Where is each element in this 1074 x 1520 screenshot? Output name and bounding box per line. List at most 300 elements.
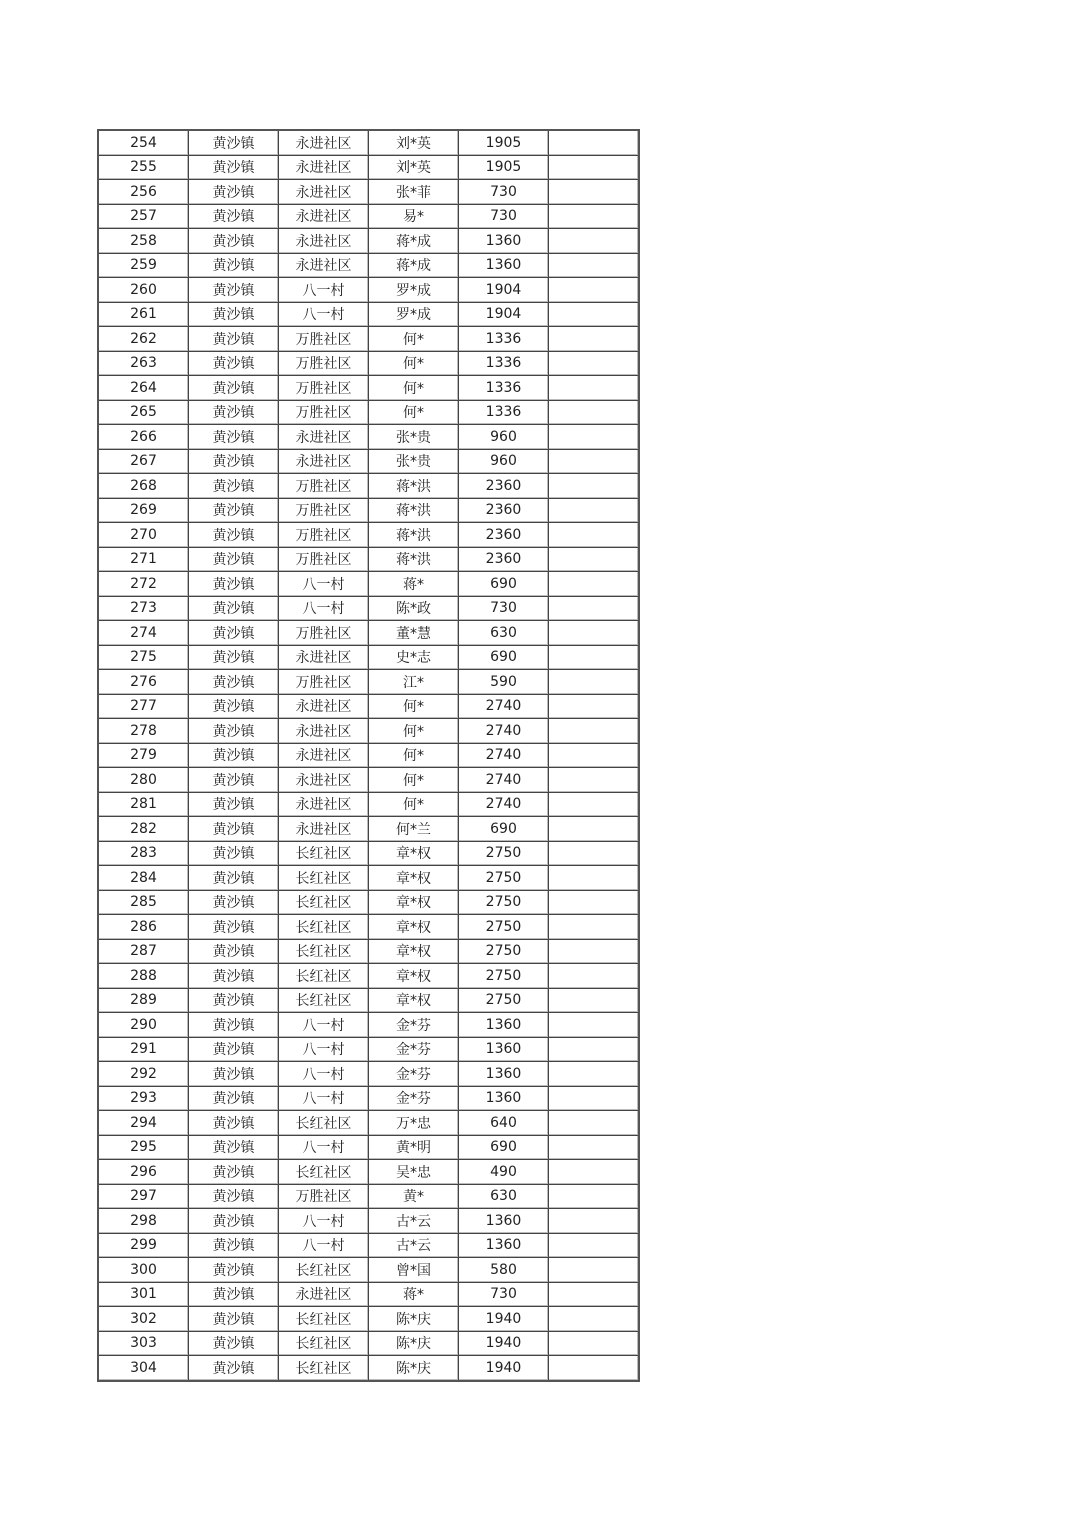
name-cell: 金*芬 (369, 1013, 459, 1038)
town-cell: 黄沙镇 (189, 792, 279, 817)
town-cell: 黄沙镇 (189, 1062, 279, 1087)
town-cell: 黄沙镇 (189, 1135, 279, 1160)
name-cell: 何*兰 (369, 817, 459, 842)
roster-table-container (97, 129, 640, 1382)
remark-cell (549, 1086, 640, 1111)
table-row (98, 817, 639, 842)
amount-cell: 1336 (459, 400, 549, 425)
table-row (98, 915, 639, 940)
town-cell: 黄沙镇 (189, 743, 279, 768)
remark-cell (549, 278, 640, 303)
amount-cell: 1360 (459, 229, 549, 254)
amount-cell: 690 (459, 817, 549, 842)
community-cell: 八一村 (279, 1086, 369, 1111)
remark-cell (549, 694, 640, 719)
table-row (98, 645, 639, 670)
name-cell: 万*忠 (369, 1111, 459, 1136)
roster-table (97, 129, 640, 1382)
remark-cell (549, 988, 640, 1013)
town-cell: 黄沙镇 (189, 572, 279, 597)
table-row (98, 890, 639, 915)
community-cell: 八一村 (279, 1233, 369, 1258)
remark-cell (549, 1209, 640, 1234)
town-cell: 黄沙镇 (189, 1086, 279, 1111)
community-cell: 八一村 (279, 1135, 369, 1160)
amount-cell: 2750 (459, 939, 549, 964)
town-cell: 黄沙镇 (189, 1356, 279, 1381)
remark-cell (549, 1111, 640, 1136)
community-cell: 长红社区 (279, 890, 369, 915)
table-row (98, 939, 639, 964)
row-number-cell: 255 (98, 155, 189, 180)
community-cell: 万胜社区 (279, 400, 369, 425)
row-number-cell: 292 (98, 1062, 189, 1087)
community-cell: 长红社区 (279, 939, 369, 964)
name-cell: 黄*明 (369, 1135, 459, 1160)
town-cell: 黄沙镇 (189, 1282, 279, 1307)
name-cell: 金*芬 (369, 1037, 459, 1062)
remark-cell (549, 523, 640, 548)
town-cell: 黄沙镇 (189, 523, 279, 548)
remark-cell (549, 180, 640, 205)
name-cell: 易* (369, 204, 459, 229)
row-number-cell: 273 (98, 596, 189, 621)
town-cell: 黄沙镇 (189, 768, 279, 793)
remark-cell (549, 768, 640, 793)
community-cell: 永进社区 (279, 817, 369, 842)
remark-cell (549, 939, 640, 964)
community-cell: 万胜社区 (279, 474, 369, 499)
name-cell: 黄* (369, 1184, 459, 1209)
table-row (98, 596, 639, 621)
amount-cell: 2750 (459, 964, 549, 989)
table-row (98, 1258, 639, 1283)
table-row (98, 964, 639, 989)
town-cell: 黄沙镇 (189, 866, 279, 891)
table-row (98, 1037, 639, 1062)
remark-cell (549, 1135, 640, 1160)
amount-cell: 1905 (459, 155, 549, 180)
name-cell: 章*权 (369, 890, 459, 915)
town-cell: 黄沙镇 (189, 547, 279, 572)
name-cell: 罗*成 (369, 302, 459, 327)
amount-cell: 1905 (459, 130, 549, 155)
community-cell: 八一村 (279, 302, 369, 327)
row-number-cell: 285 (98, 890, 189, 915)
table-row (98, 302, 639, 327)
town-cell: 黄沙镇 (189, 1037, 279, 1062)
community-cell: 万胜社区 (279, 1184, 369, 1209)
community-cell: 长红社区 (279, 841, 369, 866)
town-cell: 黄沙镇 (189, 1258, 279, 1283)
remark-cell (549, 1037, 640, 1062)
community-cell: 永进社区 (279, 130, 369, 155)
name-cell: 蒋*洪 (369, 547, 459, 572)
remark-cell (549, 572, 640, 597)
table-row (98, 768, 639, 793)
remark-cell (549, 1258, 640, 1283)
name-cell: 陈*庆 (369, 1331, 459, 1356)
table-row (98, 1062, 639, 1087)
name-cell: 章*权 (369, 964, 459, 989)
table-row (98, 621, 639, 646)
name-cell: 蒋*成 (369, 253, 459, 278)
community-cell: 八一村 (279, 1013, 369, 1038)
table-row (98, 694, 639, 719)
name-cell: 蒋* (369, 572, 459, 597)
remark-cell (549, 376, 640, 401)
amount-cell: 2360 (459, 474, 549, 499)
town-cell: 黄沙镇 (189, 376, 279, 401)
name-cell: 蒋*洪 (369, 498, 459, 523)
row-number-cell: 301 (98, 1282, 189, 1307)
amount-cell: 2740 (459, 792, 549, 817)
row-number-cell: 260 (98, 278, 189, 303)
town-cell: 黄沙镇 (189, 278, 279, 303)
town-cell: 黄沙镇 (189, 670, 279, 695)
community-cell: 万胜社区 (279, 351, 369, 376)
community-cell: 永进社区 (279, 204, 369, 229)
row-number-cell: 300 (98, 1258, 189, 1283)
row-number-cell: 280 (98, 768, 189, 793)
row-number-cell: 257 (98, 204, 189, 229)
table-row (98, 1135, 639, 1160)
town-cell: 黄沙镇 (189, 498, 279, 523)
table-row (98, 351, 639, 376)
community-cell: 永进社区 (279, 425, 369, 450)
community-cell: 永进社区 (279, 719, 369, 744)
table-row (98, 1160, 639, 1185)
amount-cell: 1360 (459, 1209, 549, 1234)
community-cell: 永进社区 (279, 743, 369, 768)
name-cell: 何* (369, 792, 459, 817)
name-cell: 何* (369, 719, 459, 744)
amount-cell: 730 (459, 180, 549, 205)
remark-cell (549, 792, 640, 817)
table-row (98, 130, 639, 155)
row-number-cell: 295 (98, 1135, 189, 1160)
remark-cell (549, 253, 640, 278)
table-row (98, 670, 639, 695)
row-number-cell: 283 (98, 841, 189, 866)
name-cell: 何* (369, 376, 459, 401)
roster-table-body (98, 130, 639, 1381)
amount-cell: 590 (459, 670, 549, 695)
remark-cell (549, 425, 640, 450)
row-number-cell: 288 (98, 964, 189, 989)
town-cell: 黄沙镇 (189, 841, 279, 866)
community-cell: 八一村 (279, 596, 369, 621)
name-cell: 吴*忠 (369, 1160, 459, 1185)
row-number-cell: 297 (98, 1184, 189, 1209)
amount-cell: 2360 (459, 498, 549, 523)
name-cell: 董*慧 (369, 621, 459, 646)
community-cell: 长红社区 (279, 1160, 369, 1185)
name-cell: 张*贵 (369, 449, 459, 474)
row-number-cell: 287 (98, 939, 189, 964)
amount-cell: 580 (459, 1258, 549, 1283)
community-cell: 长红社区 (279, 1307, 369, 1332)
town-cell: 黄沙镇 (189, 1160, 279, 1185)
town-cell: 黄沙镇 (189, 474, 279, 499)
town-cell: 黄沙镇 (189, 229, 279, 254)
town-cell: 黄沙镇 (189, 694, 279, 719)
community-cell: 万胜社区 (279, 523, 369, 548)
table-row (98, 1331, 639, 1356)
amount-cell: 730 (459, 1282, 549, 1307)
town-cell: 黄沙镇 (189, 719, 279, 744)
amount-cell: 2740 (459, 768, 549, 793)
name-cell: 古*云 (369, 1209, 459, 1234)
row-number-cell: 284 (98, 866, 189, 891)
row-number-cell: 302 (98, 1307, 189, 1332)
table-row (98, 1013, 639, 1038)
amount-cell: 1336 (459, 327, 549, 352)
town-cell: 黄沙镇 (189, 155, 279, 180)
table-row (98, 1356, 639, 1381)
name-cell: 章*权 (369, 866, 459, 891)
table-row (98, 1184, 639, 1209)
remark-cell (549, 1160, 640, 1185)
remark-cell (549, 743, 640, 768)
town-cell: 黄沙镇 (189, 1013, 279, 1038)
community-cell: 永进社区 (279, 768, 369, 793)
amount-cell: 2740 (459, 743, 549, 768)
row-number-cell: 262 (98, 327, 189, 352)
community-cell: 万胜社区 (279, 376, 369, 401)
table-row (98, 327, 639, 352)
row-number-cell: 274 (98, 621, 189, 646)
name-cell: 蒋*洪 (369, 523, 459, 548)
amount-cell: 1360 (459, 253, 549, 278)
name-cell: 何* (369, 400, 459, 425)
amount-cell: 960 (459, 449, 549, 474)
community-cell: 八一村 (279, 278, 369, 303)
remark-cell (549, 302, 640, 327)
community-cell: 八一村 (279, 1209, 369, 1234)
community-cell: 永进社区 (279, 229, 369, 254)
remark-cell (549, 1282, 640, 1307)
town-cell: 黄沙镇 (189, 180, 279, 205)
remark-cell (549, 621, 640, 646)
name-cell: 蒋* (369, 1282, 459, 1307)
row-number-cell: 276 (98, 670, 189, 695)
remark-cell (549, 547, 640, 572)
table-row (98, 572, 639, 597)
community-cell: 长红社区 (279, 915, 369, 940)
remark-cell (549, 841, 640, 866)
town-cell: 黄沙镇 (189, 253, 279, 278)
town-cell: 黄沙镇 (189, 915, 279, 940)
row-number-cell: 265 (98, 400, 189, 425)
table-row (98, 841, 639, 866)
remark-cell (549, 1013, 640, 1038)
name-cell: 蒋*成 (369, 229, 459, 254)
community-cell: 万胜社区 (279, 621, 369, 646)
row-number-cell: 271 (98, 547, 189, 572)
table-row (98, 474, 639, 499)
community-cell: 万胜社区 (279, 498, 369, 523)
amount-cell: 1904 (459, 278, 549, 303)
remark-cell (549, 474, 640, 499)
community-cell: 万胜社区 (279, 547, 369, 572)
name-cell: 何* (369, 351, 459, 376)
table-row (98, 792, 639, 817)
amount-cell: 640 (459, 1111, 549, 1136)
row-number-cell: 299 (98, 1233, 189, 1258)
table-row (98, 253, 639, 278)
row-number-cell: 268 (98, 474, 189, 499)
table-row (98, 743, 639, 768)
name-cell: 章*权 (369, 841, 459, 866)
town-cell: 黄沙镇 (189, 645, 279, 670)
community-cell: 永进社区 (279, 180, 369, 205)
town-cell: 黄沙镇 (189, 449, 279, 474)
amount-cell: 1336 (459, 351, 549, 376)
row-number-cell: 279 (98, 743, 189, 768)
remark-cell (549, 449, 640, 474)
name-cell: 曾*国 (369, 1258, 459, 1283)
community-cell: 长红社区 (279, 1331, 369, 1356)
town-cell: 黄沙镇 (189, 964, 279, 989)
table-row (98, 547, 639, 572)
town-cell: 黄沙镇 (189, 1209, 279, 1234)
name-cell: 刘*英 (369, 155, 459, 180)
amount-cell: 690 (459, 1135, 549, 1160)
table-row (98, 449, 639, 474)
amount-cell: 1940 (459, 1307, 549, 1332)
amount-cell: 630 (459, 621, 549, 646)
community-cell: 长红社区 (279, 1111, 369, 1136)
community-cell: 长红社区 (279, 988, 369, 1013)
row-number-cell: 282 (98, 817, 189, 842)
town-cell: 黄沙镇 (189, 302, 279, 327)
name-cell: 何* (369, 694, 459, 719)
name-cell: 蒋*洪 (369, 474, 459, 499)
town-cell: 黄沙镇 (189, 1307, 279, 1332)
amount-cell: 1360 (459, 1233, 549, 1258)
amount-cell: 1940 (459, 1331, 549, 1356)
remark-cell (549, 866, 640, 891)
amount-cell: 690 (459, 645, 549, 670)
town-cell: 黄沙镇 (189, 1184, 279, 1209)
name-cell: 张*贵 (369, 425, 459, 450)
table-row (98, 719, 639, 744)
row-number-cell: 289 (98, 988, 189, 1013)
amount-cell: 1336 (459, 376, 549, 401)
table-row (98, 204, 639, 229)
table-row (98, 155, 639, 180)
remark-cell (549, 229, 640, 254)
table-row (98, 180, 639, 205)
name-cell: 张*菲 (369, 180, 459, 205)
community-cell: 永进社区 (279, 645, 369, 670)
remark-cell (549, 1356, 640, 1381)
town-cell: 黄沙镇 (189, 327, 279, 352)
town-cell: 黄沙镇 (189, 351, 279, 376)
community-cell: 万胜社区 (279, 327, 369, 352)
table-row (98, 229, 639, 254)
remark-cell (549, 400, 640, 425)
table-row (98, 1086, 639, 1111)
amount-cell: 1940 (459, 1356, 549, 1381)
name-cell: 金*芬 (369, 1062, 459, 1087)
row-number-cell: 263 (98, 351, 189, 376)
table-row (98, 425, 639, 450)
name-cell: 陈*政 (369, 596, 459, 621)
community-cell: 八一村 (279, 1062, 369, 1087)
name-cell: 江* (369, 670, 459, 695)
name-cell: 章*权 (369, 939, 459, 964)
amount-cell: 2740 (459, 719, 549, 744)
community-cell: 长红社区 (279, 1258, 369, 1283)
amount-cell: 2750 (459, 866, 549, 891)
town-cell: 黄沙镇 (189, 400, 279, 425)
row-number-cell: 293 (98, 1086, 189, 1111)
name-cell: 陈*庆 (369, 1356, 459, 1381)
table-row (98, 1111, 639, 1136)
community-cell: 永进社区 (279, 792, 369, 817)
amount-cell: 2360 (459, 523, 549, 548)
amount-cell: 1360 (459, 1037, 549, 1062)
amount-cell: 2750 (459, 841, 549, 866)
community-cell: 永进社区 (279, 449, 369, 474)
amount-cell: 2750 (459, 915, 549, 940)
name-cell: 章*权 (369, 915, 459, 940)
town-cell: 黄沙镇 (189, 204, 279, 229)
row-number-cell: 270 (98, 523, 189, 548)
table-row (98, 1307, 639, 1332)
row-number-cell: 261 (98, 302, 189, 327)
remark-cell (549, 890, 640, 915)
name-cell: 陈*庆 (369, 1307, 459, 1332)
community-cell: 长红社区 (279, 1356, 369, 1381)
community-cell: 永进社区 (279, 155, 369, 180)
row-number-cell: 277 (98, 694, 189, 719)
name-cell: 刘*英 (369, 130, 459, 155)
town-cell: 黄沙镇 (189, 1331, 279, 1356)
remark-cell (549, 1331, 640, 1356)
row-number-cell: 298 (98, 1209, 189, 1234)
name-cell: 何* (369, 768, 459, 793)
amount-cell: 2740 (459, 694, 549, 719)
remark-cell (549, 1184, 640, 1209)
community-cell: 长红社区 (279, 866, 369, 891)
amount-cell: 1360 (459, 1062, 549, 1087)
amount-cell: 490 (459, 1160, 549, 1185)
remark-cell (549, 327, 640, 352)
remark-cell (549, 351, 640, 376)
amount-cell: 730 (459, 204, 549, 229)
town-cell: 黄沙镇 (189, 988, 279, 1013)
name-cell: 金*芬 (369, 1086, 459, 1111)
row-number-cell: 272 (98, 572, 189, 597)
town-cell: 黄沙镇 (189, 939, 279, 964)
row-number-cell: 303 (98, 1331, 189, 1356)
amount-cell: 2360 (459, 547, 549, 572)
community-cell: 长红社区 (279, 964, 369, 989)
table-row (98, 1209, 639, 1234)
name-cell: 古*云 (369, 1233, 459, 1258)
amount-cell: 960 (459, 425, 549, 450)
remark-cell (549, 645, 640, 670)
row-number-cell: 254 (98, 130, 189, 155)
table-row (98, 400, 639, 425)
town-cell: 黄沙镇 (189, 890, 279, 915)
community-cell: 万胜社区 (279, 670, 369, 695)
row-number-cell: 269 (98, 498, 189, 523)
name-cell: 何* (369, 327, 459, 352)
